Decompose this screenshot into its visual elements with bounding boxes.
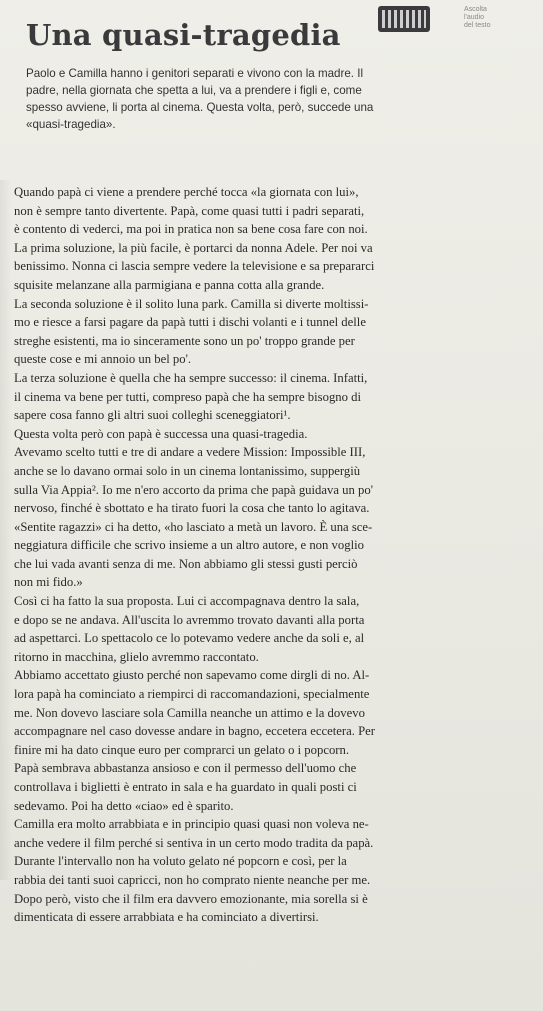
story-line: Quando papà ci viene a prendere perché tocca «la giornata con lui»,	[14, 185, 359, 199]
story-line: Abbiamo accettato giusto perché non sapevamo come dirgli di no. Al-	[14, 668, 370, 683]
story-line: «Sentite ragazzi» ci ha detto, «ho lasciato a metà un lavoro. È una sce-	[14, 519, 373, 534]
story-line: Questa volta però con papà è successa una quasi-tragedia.	[14, 426, 308, 441]
audio-label: Ascolta l'audio del testo	[464, 6, 491, 29]
page-title: Una quasi-tragedia	[26, 18, 341, 52]
story-line: non mi fido.»	[14, 575, 83, 590]
story-line: finire mi ha dato cinque euro per comprarci un gelato o i popcorn.	[14, 742, 350, 757]
story-text	[14, 183, 541, 927]
story-line: mo e riesce a farsi pagare da papà tutti i dischi volanti e i tunnel delle	[14, 315, 366, 330]
story-line: ritorno in macchina, glielo avremmo raccontato.	[14, 649, 259, 664]
story-line: Così ci ha fatto la sua proposta. Lui ci accompagnava dentro la sala,	[14, 594, 360, 609]
story-line: Durante l'intervallo non ha voluto gelato né popcorn e così, per la	[14, 854, 347, 869]
story-line: queste cose e mi annoio un bel po'.	[14, 352, 192, 367]
story-line: Papà sembrava abbastanza ansioso e con il permesso dell'uomo che	[14, 761, 357, 776]
story-line: ad aspettarci. Lo spettacolo ce lo potevamo vedere anche da soli e, al	[14, 631, 365, 646]
story-line: accompagnare nel caso dovesse andare in bagno, eccetera eccetera. Per	[14, 724, 376, 739]
story-line: Dopo però, visto che il film era davvero emozionante, mia sorella si è	[14, 891, 368, 906]
story-line: sedevamo. Poi ha detto «ciao» ed è sparito.	[14, 798, 234, 813]
intro-line: «quasi-tragedia».	[26, 118, 116, 131]
qr-pattern	[382, 10, 426, 28]
story-line: sulla Via Appia². Io me n'ero accorto da prima che papà guidava un po'	[14, 482, 373, 497]
story-line: dimenticata di essere arrabbiata e ha cominciato a divertirsi.	[14, 910, 319, 925]
story-line: controllava i biglietti è entrato in sala e ha guardato in quali posti ci	[14, 780, 357, 794]
story-line: che lui vada avanti senza di me. Non abbiamo gli stessi gusti perciò	[14, 556, 358, 571]
story-line: neggiatura difficile che scrivo insieme a un altro autore, e non voglio	[14, 538, 364, 553]
story-line: Avevamo scelto tutti e tre di andare a vedere Mission: Impossible III,	[14, 445, 366, 460]
intro-line: Paolo e Camilla hanno i genitori separati e vivono con la madre. Il	[26, 67, 364, 80]
intro-line: padre, nella giornata che spetta a lui, va a prendere i figli e, come	[26, 84, 362, 97]
story-line: La prima soluzione, la più facile, è portarci da nonna Adele. Per noi va	[14, 240, 373, 255]
story-line: La seconda soluzione è il solito luna park. Camilla si diverte moltissi-	[14, 296, 369, 311]
story-line: e dopo se ne andava. All'uscita lo avremmo trovato davanti alla porta	[14, 612, 365, 627]
intro-line: spesso avviene, li porta al cinema. Questa volta, però, succede una	[26, 101, 374, 114]
story-line: anche vedere il film perché si sentiva in un certo modo tradita da papà.	[14, 835, 374, 850]
story-line: Camilla era molto arrabbiata e in principio quasi quasi non voleva ne-	[14, 817, 369, 832]
story-line: squisite melanzane alla parmigiana e panna cotta alla grande.	[14, 277, 325, 292]
story-line: streghe esistenti, ma io sinceramente sono un po' troppo grande per	[14, 333, 355, 348]
story-line: me. Non dovevo lasciare sola Camilla neanche un attimo e la dovevo	[14, 705, 365, 720]
qr-code-icon[interactable]	[378, 6, 430, 32]
story-line: è contento di vederci, ma poi in pratica non sa bene cosa fare con noi.	[14, 222, 368, 237]
story-line: non è sempre tanto divertente. Papà, come quasi tutti i padri separati,	[14, 203, 365, 218]
story-line: nervoso, finché è sbottato e ha tirato fuori la cosa che tanto lo agitava.	[14, 501, 370, 516]
story-line: benissimo. Nonna ci lascia sempre vedere la televisione e sa prepararci	[14, 259, 375, 274]
story-line: il cinema va bene per tutti, compreso papà che ha sempre bisogno di	[14, 389, 362, 404]
story-line: La terza soluzione è quella che ha sempre successo: il cinema. Infatti,	[14, 370, 368, 385]
story-line: rabbia dei tanti suoi capricci, non ho comprato niente neanche per me.	[14, 872, 371, 887]
intro-paragraph	[26, 65, 536, 133]
story-line: lora papà ha cominciato a riempirci di raccomandazioni, specialmente	[14, 687, 370, 702]
story-line: sapere cosa fanno gli altri suoi colleghi sceneggiatori¹.	[14, 408, 291, 423]
story-line: anche se lo davano ormai solo in un cinema lontanissimo, suppergiù	[14, 463, 361, 478]
page-fold-shadow	[0, 180, 12, 880]
